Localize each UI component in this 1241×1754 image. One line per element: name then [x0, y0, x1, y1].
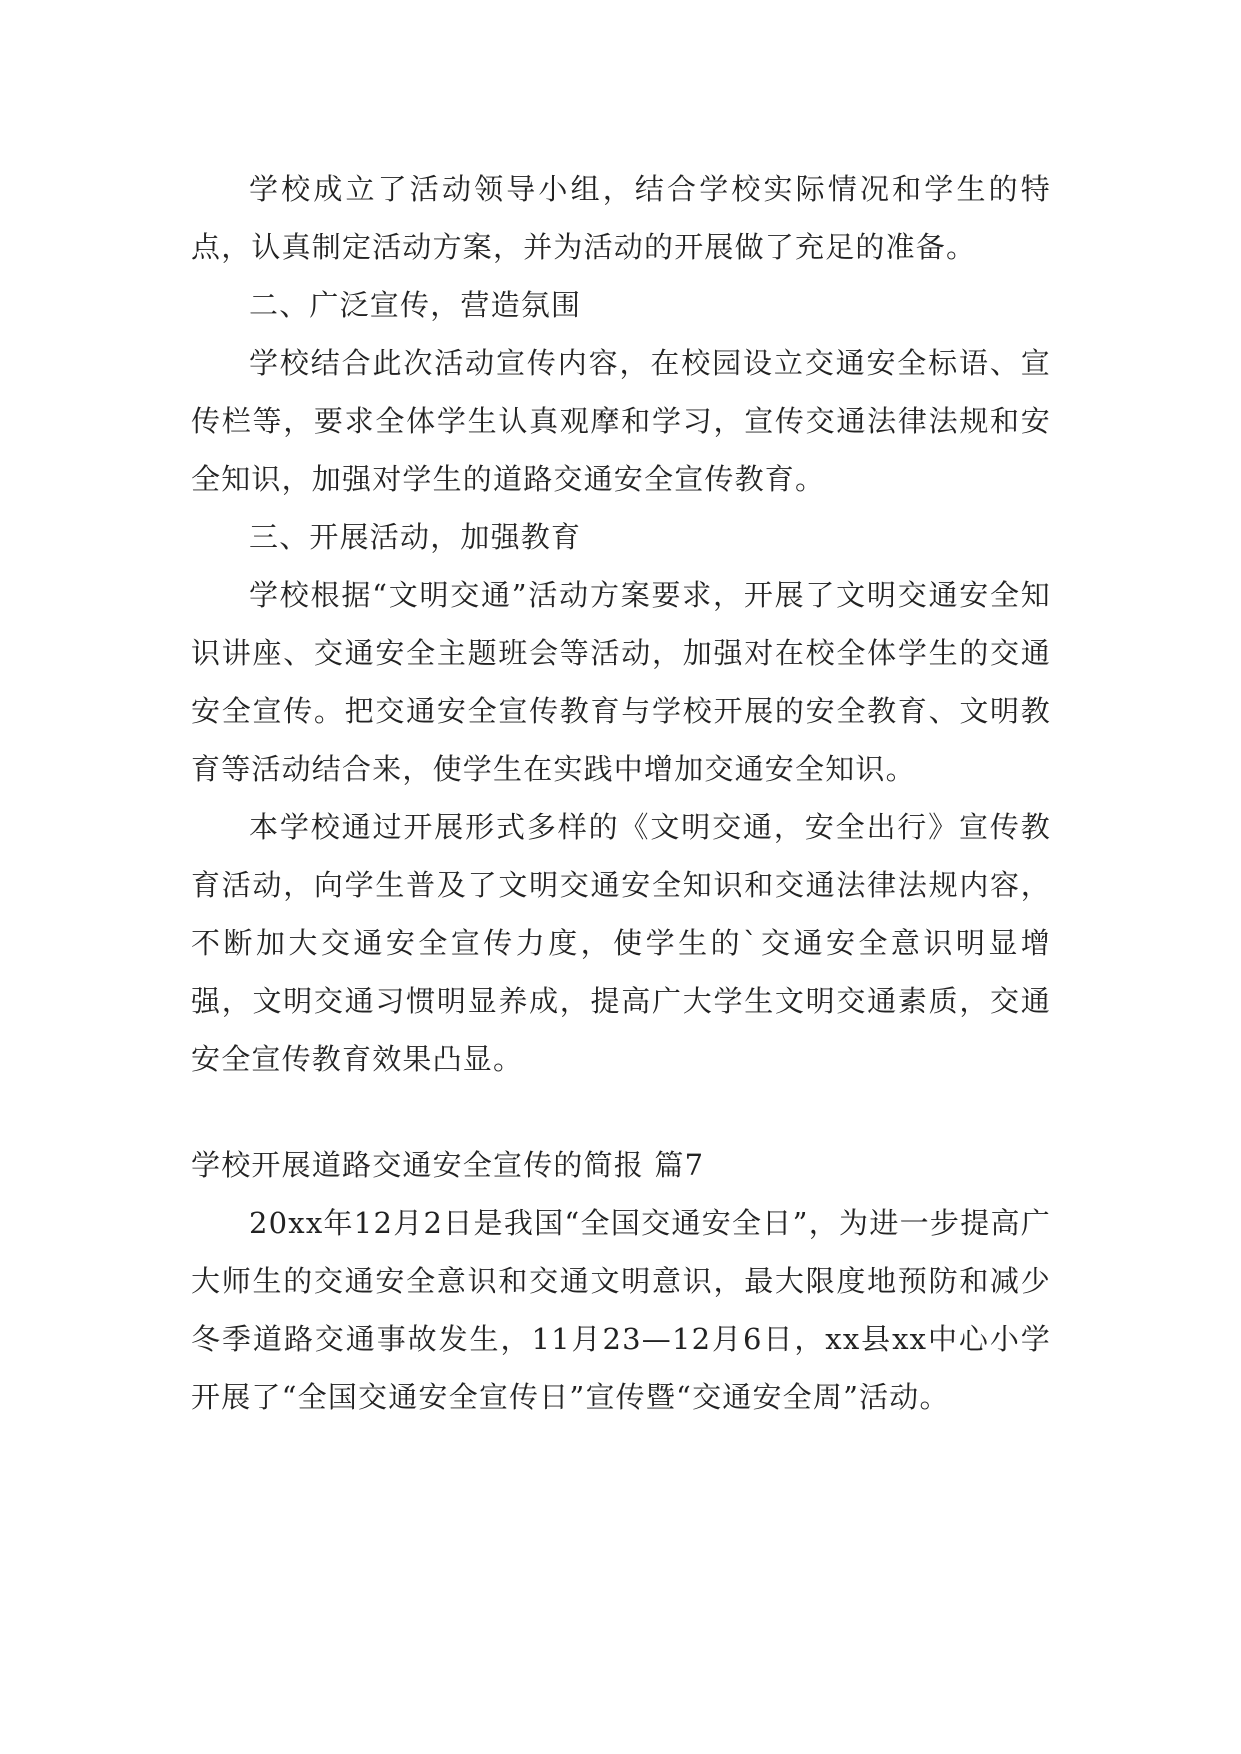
- document-body: [191, 160, 1051, 1426]
- paragraph-publicity: 学校结合此次活动宣传内容，在校园设立交通安全标语、宣传栏等，要求全体学生认真观摩和学习，宣传交通法律法规和安全知识，加强对学生的道路交通安全宣传教育。: [191, 346, 1051, 496]
- paragraph-summary: 本学校通过开展形式多样的《文明交通，安全出行》宣传教育活动，向学生普及了文明交通安全知识和交通法律法规内容，不断加大交通安全宣传力度，使学生的`交通安全意识明显增强，文明交通习惯明显养成，提高广大学生文明交通素质，交通安全宣传教育效果凸显。: [191, 810, 1051, 1076]
- heading-activities: 三、开展活动，加强教育: [249, 520, 582, 554]
- section-gap: [191, 1088, 1051, 1136]
- section-title-part7: 学校开展道路交通安全宣传的简报 篇7: [191, 1148, 705, 1182]
- heading-publicity: 二、广泛宣传，营造氛围: [249, 288, 582, 322]
- paragraph-activities: 学校根据“文明交通”活动方案要求，开展了文明交通安全知识讲座、交通安全主题班会等活动，加强对在校全体学生的交通安全宣传。把交通安全宣传教育与学校开展的安全教育、文明教育等活动结合来，使学生在实践中增加交通安全知识。: [191, 578, 1051, 786]
- paragraph-part7-intro: 20xx年12月2日是我国“全国交通安全日”，为进一步提高广大师生的交通安全意识和交通文明意识，最大限度地预防和减少冬季道路交通事故发生，11月23—12月6日，xx县xx中心小学开展了“全国交通安全宣传日”宣传暨“交通安全周”活动。: [191, 1206, 1051, 1414]
- paragraph-preparation: 学校成立了活动领导小组，结合学校实际情况和学生的特点，认真制定活动方案，并为活动的开展做了充足的准备。: [191, 172, 1051, 264]
